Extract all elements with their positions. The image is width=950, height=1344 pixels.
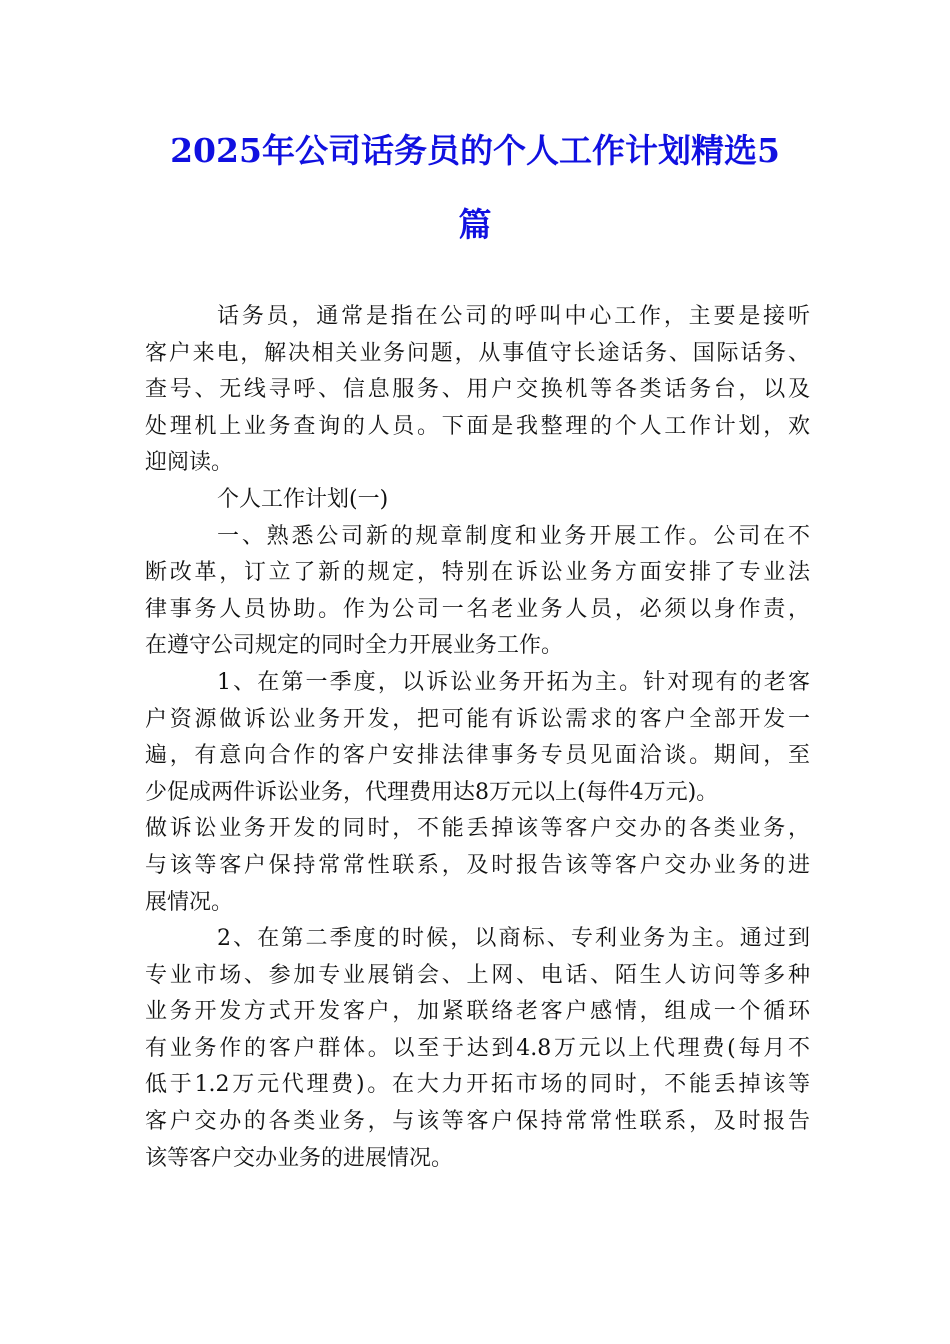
paragraph-line: 专业市场、参加专业展销会、上网、电话、陌生人访问等多种 <box>145 962 810 988</box>
paragraph-line: 处理机上业务查询的人员。下面是我整理的个人工作计划，欢 <box>145 413 810 439</box>
paragraph-line: 在遵守公司规定的同时全力开展业务工作。 <box>145 633 564 659</box>
document-body <box>145 299 810 1177</box>
paragraph-line: 律事务人员协助。作为公司一名老业务人员，必须以身作责， <box>145 596 810 622</box>
paragraph-line: 2、在第二季度的时候，以商标、专利业务为主。通过到 <box>217 926 810 952</box>
paragraph-line: 一、熟悉公司新的规章制度和业务开展工作。公司在不 <box>217 523 810 549</box>
paragraph-line: 该等客户交办业务的进展情况。 <box>145 1145 454 1171</box>
paragraph-line: 迎阅读。 <box>145 450 234 476</box>
paragraph-line: 与该等客户保持常常性联系，及时报告该等客户交办业务的进 <box>145 852 810 878</box>
paragraph-line: 业务开发方式开发客户，加紧联络老客户感情，组成一个循环 <box>145 999 810 1025</box>
paragraph-line: 1、在第一季度，以诉讼业务开拓为主。针对现有的老客 <box>217 669 810 695</box>
paragraph-line: 查号、无线寻呼、信息服务、用户交换机等各类话务台，以及 <box>145 377 810 403</box>
paragraph-line: 做诉讼业务开发的同时，不能丢掉该等客户交办的各类业务， <box>145 816 810 842</box>
section-heading: 个人工作计划(一) <box>217 486 389 512</box>
paragraph-line: 户资源做诉讼业务开发，把可能有诉讼需求的客户全部开发一 <box>145 706 810 732</box>
paragraph-line: 客户来电，解决相关业务问题，从事值守长途话务、国际话务、 <box>145 340 810 366</box>
paragraph-line: 少促成两件诉讼业务，代理费用达8万元以上(每件4万元)。 <box>145 779 719 805</box>
paragraph-line: 断改革，订立了新的规定，特别在诉讼业务方面安排了专业法 <box>145 560 810 586</box>
paragraph-line: 低于1.2万元代理费)。在大力开拓市场的同时，不能丢掉该等 <box>145 1072 810 1098</box>
paragraph-line: 话务员，通常是指在公司的呼叫中心工作，主要是接听 <box>217 304 810 329</box>
paragraph-line: 客户交办的各类业务，与该等客户保持常常性联系，及时报告 <box>145 1109 810 1135</box>
document-title-line-2: 篇 <box>458 205 492 244</box>
paragraph-line: 遍，有意向合作的客户安排法律事务专员见面洽谈。期间，至 <box>145 743 810 769</box>
paragraph-line: 有业务作的客户群体。以至于达到4.8万元以上代理费(每月不 <box>145 1035 810 1061</box>
document-title-line-1: 2025年公司话务员的个人工作计划精选5 <box>170 131 780 170</box>
paragraph-line: 展情况。 <box>145 889 234 915</box>
